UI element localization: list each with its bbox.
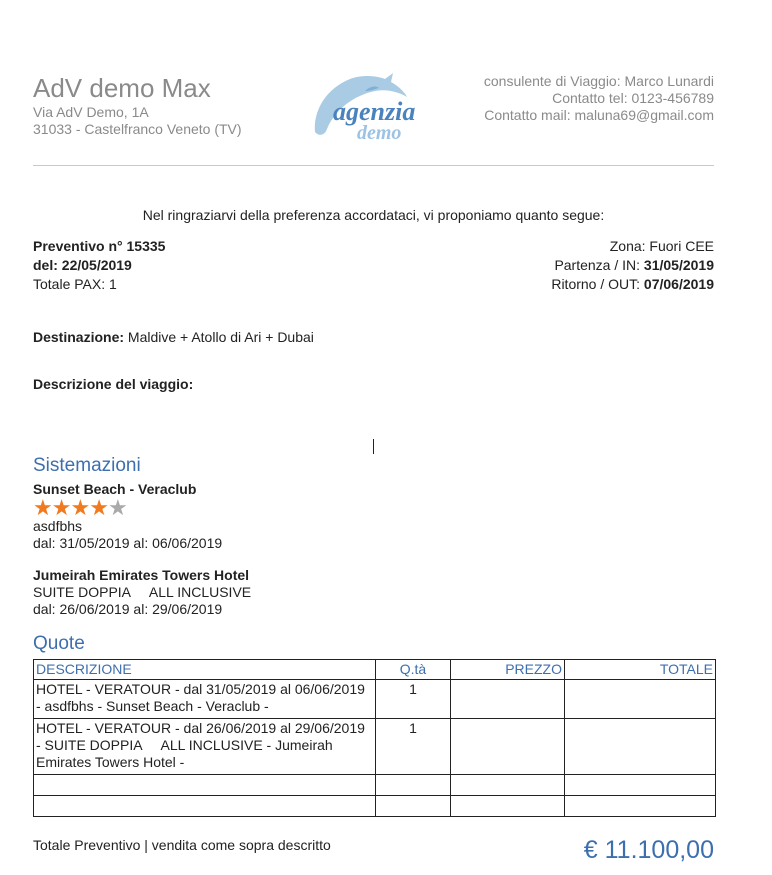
hotel-detail: SUITE DOPPIA ALL INCLUSIVE bbox=[33, 584, 252, 600]
destination bbox=[33, 329, 314, 345]
agency-name: AdV demo Max bbox=[33, 73, 211, 103]
hotel-name: Jumeirah Emirates Towers Hotel bbox=[33, 567, 250, 583]
hotel-dates: dal: 31/05/2019 al: 06/06/2019 bbox=[33, 535, 223, 551]
destination-label: Destinazione: bbox=[33, 329, 125, 345]
header-divider bbox=[33, 165, 714, 166]
cell-total bbox=[565, 719, 716, 775]
cell-qty bbox=[376, 775, 451, 796]
agency-address-line2: 31033 - Castelfranco Veneto (TV) bbox=[33, 121, 242, 137]
text-cursor bbox=[373, 439, 374, 454]
table-row bbox=[34, 719, 716, 775]
return-label: Ritorno / OUT: bbox=[551, 276, 644, 292]
cell-price bbox=[451, 796, 565, 817]
return-date: 07/06/2019 bbox=[643, 276, 714, 292]
quote-number: Preventivo n° 15335 bbox=[33, 238, 166, 254]
total-value: € 11.100,00 bbox=[583, 836, 714, 864]
cell-total bbox=[565, 680, 716, 719]
table-row bbox=[34, 775, 716, 796]
table-header-row bbox=[34, 660, 716, 680]
cell-total bbox=[565, 796, 716, 817]
quotes-title: Quote bbox=[33, 633, 85, 654]
description-label: Descrizione del viaggio: bbox=[33, 376, 194, 392]
cell-qty: 1 bbox=[376, 719, 451, 775]
cell-description: HOTEL - VERATOUR - dal 31/05/2019 al 06/06/2019 - asdfbhs - Sunset Beach - Veraclub - bbox=[34, 680, 376, 719]
logo-text-top: agenzia bbox=[333, 97, 416, 126]
star-icon: ★ bbox=[51, 495, 71, 520]
destination-value: Maldive + Atollo di Ari + Dubai bbox=[124, 329, 314, 345]
cell-description: HOTEL - VERATOUR - dal 26/06/2019 al 29/06/2019 - SUITE DOPPIA ALL INCLUSIVE - Jumeirah Emirates Towers Hotel - bbox=[34, 719, 376, 775]
consultant-name: consulente di Viaggio: Marco Lunardi bbox=[483, 73, 714, 89]
hotel-detail: asdfbhs bbox=[33, 518, 83, 534]
logo-text-bottom: demo bbox=[357, 122, 402, 144]
star-empty-icon: ★ bbox=[107, 495, 127, 520]
departure bbox=[554, 257, 714, 273]
contact-mail[interactable]: Contatto mail: maluna69@gmail.com bbox=[484, 107, 714, 123]
hotel-dates: dal: 26/06/2019 al: 29/06/2019 bbox=[33, 601, 223, 617]
cell-price bbox=[451, 775, 565, 796]
departure-label: Partenza / IN: bbox=[554, 257, 644, 273]
agency-logo bbox=[305, 67, 445, 147]
hotel-name: Sunset Beach - Veraclub bbox=[33, 481, 197, 497]
quote-date: del: 22/05/2019 bbox=[33, 257, 132, 273]
table-row bbox=[34, 796, 716, 817]
cell-description bbox=[34, 775, 376, 796]
total-label: Totale Preventivo | vendita come sopra descritto bbox=[33, 837, 331, 853]
agency-address-line1: Via AdV Demo, 1A bbox=[33, 104, 149, 120]
star-icon: ★ bbox=[70, 495, 90, 520]
zone: Zona: Fuori CEE bbox=[609, 238, 714, 254]
cell-qty: 1 bbox=[376, 680, 451, 719]
star-icon: ★ bbox=[33, 495, 52, 520]
total-pax: Totale PAX: 1 bbox=[33, 276, 117, 292]
cell-description bbox=[34, 796, 376, 817]
cell-price bbox=[451, 680, 565, 719]
intro-text: Nel ringraziarvi della preferenza accordataci, vi proponiamo quanto segue: bbox=[142, 207, 605, 223]
star-icon: ★ bbox=[89, 495, 108, 520]
table-row bbox=[34, 680, 716, 719]
contact-phone: Contatto tel: 0123-456789 bbox=[552, 90, 714, 106]
return bbox=[551, 276, 714, 292]
cell-total bbox=[565, 775, 716, 796]
accommodations-title: Sistemazioni bbox=[33, 455, 141, 476]
departure-date: 31/05/2019 bbox=[643, 257, 714, 273]
header-total: TOTALE bbox=[565, 660, 716, 680]
star-rating bbox=[33, 497, 127, 519]
quotes-table bbox=[33, 659, 716, 817]
header-qty: Q.tà bbox=[376, 660, 451, 680]
header-price: PREZZO bbox=[451, 660, 565, 680]
header-description: DESCRIZIONE bbox=[34, 660, 376, 680]
cell-price bbox=[451, 719, 565, 775]
cell-qty bbox=[376, 796, 451, 817]
